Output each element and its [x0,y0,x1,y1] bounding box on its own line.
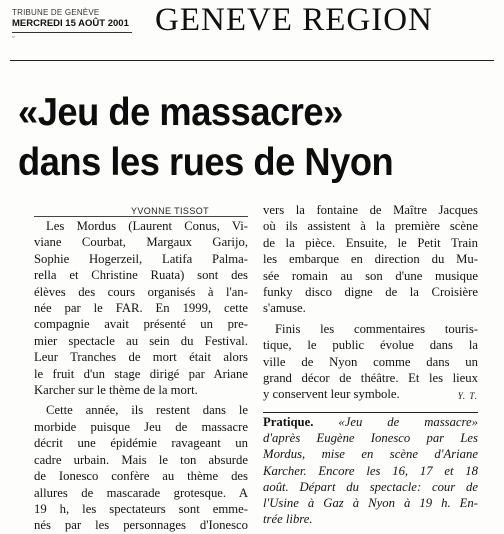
column-line: de Ionesco confère au thème des [34,469,248,484]
column-line: tique, le public évolue dans la [263,338,478,353]
masthead [12,8,162,41]
column-line: morbide puisque Jeu de massacre [34,419,248,434]
column-line: Finis les commentaires touris- [275,321,478,336]
pratique-line: Mordus, mise en scène d'Ariane [263,447,478,462]
column-line: Karcher sur le thème de la mort. [34,383,198,398]
column-line: née par le FAR. En 1999, cette [34,301,248,316]
byline: YVONNE TISSOT [130,206,210,216]
column-line: funky disco digne de la Croisière [263,285,478,300]
section-divider [10,60,494,61]
column-line: Sophie Hogerzeil, Latifa Palma- [34,251,248,266]
pratique-line: août. Départ du spectacle: cour de [263,479,478,494]
pratique-label: Pratique. [263,415,314,429]
column-line: sée romain au son d'une musique [263,268,478,283]
column-line: cadre urbain. Mais le ton absurde [34,452,248,467]
column-line: le fruit d'un stage dirigé par Ariane [34,366,248,381]
column-line: viane Courbat, Margaux Garijo, [34,235,248,250]
pratique-line: Karcher. Encore les 16, 17 et 18 [263,463,478,478]
column-line: allures de mascarade grotesque. A [34,485,248,500]
date-divider [12,32,132,33]
column-line: de la pièce. Ensuite, le Petit Train [263,235,478,250]
article-column-2 [263,202,478,405]
column-line: ville de Nyon comme dans un [263,354,478,369]
article-column-1 [34,218,248,534]
column-line: s'amuse. [263,301,306,316]
column-line: Cette année, ils restent dans le [46,403,248,418]
column-line: rella et Christine Ruata) sont des [34,268,248,283]
article-headline [18,88,455,188]
column-line: élèves des cours organisés à l'an- [34,284,248,299]
column-line: Les Mordus (Laurent Conus, Vi- [46,219,248,233]
column-line: les embarque en direction du Mu- [263,252,478,267]
column-line: compagnie avait présenté un pre- [34,317,248,332]
section-title: GENEVE REGION [155,2,433,38]
column-line: vers la fontaine de Maître Jacques [263,203,478,217]
column-line: où ils assistent à la première scène [263,219,478,234]
column-line-with-signature [263,386,478,402]
column-line: nés par les personnages d'Ionesco [34,518,248,533]
pratique-line: d'après Eugène Ionesco par Les [263,431,478,446]
pratique-line: «Jeu de massacre» [313,415,478,429]
issue-date: MERCREDI 15 AOÛT 2001 [12,18,129,29]
pratique-line: trée libre. [263,512,313,527]
pratique-box [263,414,478,527]
masthead-mark: ▫ [12,34,15,41]
byline-divider [34,216,248,217]
pratique-line: l'Usine à Gaz à Nyon à 19 h. En- [263,496,478,511]
column-line: 19 h, les spectateurs sont emme- [34,501,248,516]
column-line: y conservent leur symbole. [263,387,400,402]
column-line: décrit une épidémie ravageant un [34,436,248,451]
column-line: grand décor de théâtre. Et les lieux [263,371,478,386]
column-line: Leur Tranches de mort était alors [34,350,248,365]
column-line: mier spectacle au sein du Festival. [34,333,248,348]
pratique-first-line [263,414,478,430]
author-initials: Y. T. [457,391,478,402]
headline-line-2: dans les rues de Nyon [18,141,394,184]
pratique-divider [263,412,478,413]
headline-line-1: «Jeu de massacre» [18,91,343,134]
newspaper-name: TRIBUNE DE GENÈVE [12,8,100,17]
